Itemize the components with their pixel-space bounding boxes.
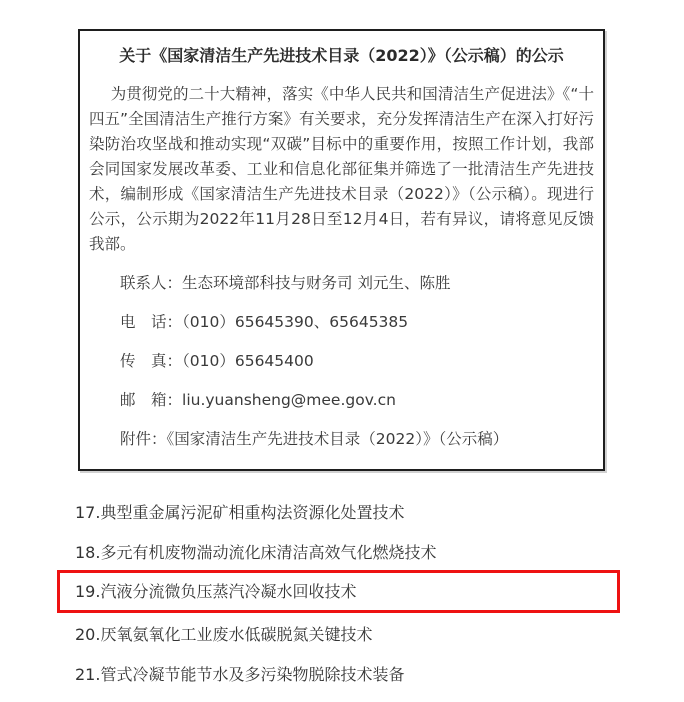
- contact-label: 电 话：: [120, 313, 183, 331]
- contact-value: 《国家清洁生产先进技术目录（2022）》（公示稿）: [166, 430, 509, 448]
- contact-line-phone: [120, 310, 594, 335]
- contact-label: 邮 箱：: [120, 391, 183, 409]
- contact-line-email: [120, 388, 594, 413]
- announcement-body: 为贯彻党的二十大精神，落实《中华人民共和国清洁生产促进法》《“十四五”全国清洁生产推行方案》有关要求，充分发挥清洁生产在深入打好污染防治攻坚战和推动实现“双碳”目标中的重要作用，按照工作计划，我部会同国家发展改革委、工业和信息化部征集并筛选了一批清洁生产先进技术，编制形成《国家清洁生产先进技术目录（2022）》（公示稿）。现进行公示，公示期为2022年11月28日至12月4日，若有异议，请将意见反馈我部。: [89, 85, 594, 253]
- list-item: 17.典型重金属污泥矿相重构法资源化处置技术: [75, 503, 405, 522]
- contact-label: 附件：: [120, 430, 167, 448]
- contact-value: 生态环境部科技与财务司 刘元生、陈胜: [182, 274, 451, 292]
- contact-value: liu.yuansheng@mee.gov.cn: [182, 391, 396, 409]
- tech-list: [57, 500, 620, 702]
- contact-line-attachment: [120, 427, 594, 452]
- announcement-box: [78, 29, 605, 471]
- announcement-title: 关于《国家清洁生产先进技术目录（2022）》（公示稿）的公示: [119, 46, 564, 65]
- list-item: 18.多元有机废物湍动流化床清洁高效气化燃烧技术: [75, 543, 437, 562]
- list-item: 21.管式冷凝节能节水及多污染物脱除技术装备: [75, 665, 405, 684]
- contact-line-fax: [120, 349, 594, 374]
- contact-value: （010）65645400: [182, 352, 314, 370]
- contact-value: （010）65645390、65645385: [182, 313, 409, 331]
- list-item: 20.厌氧氨氧化工业废水低碳脱氮关键技术: [75, 625, 373, 644]
- list-item-highlighted: 19.汽液分流微负压蒸汽冷凝水回收技术: [57, 570, 620, 613]
- contact-line-person: [120, 271, 594, 296]
- contact-label: 传 真：: [120, 352, 183, 370]
- contact-label: 联系人：: [120, 274, 183, 292]
